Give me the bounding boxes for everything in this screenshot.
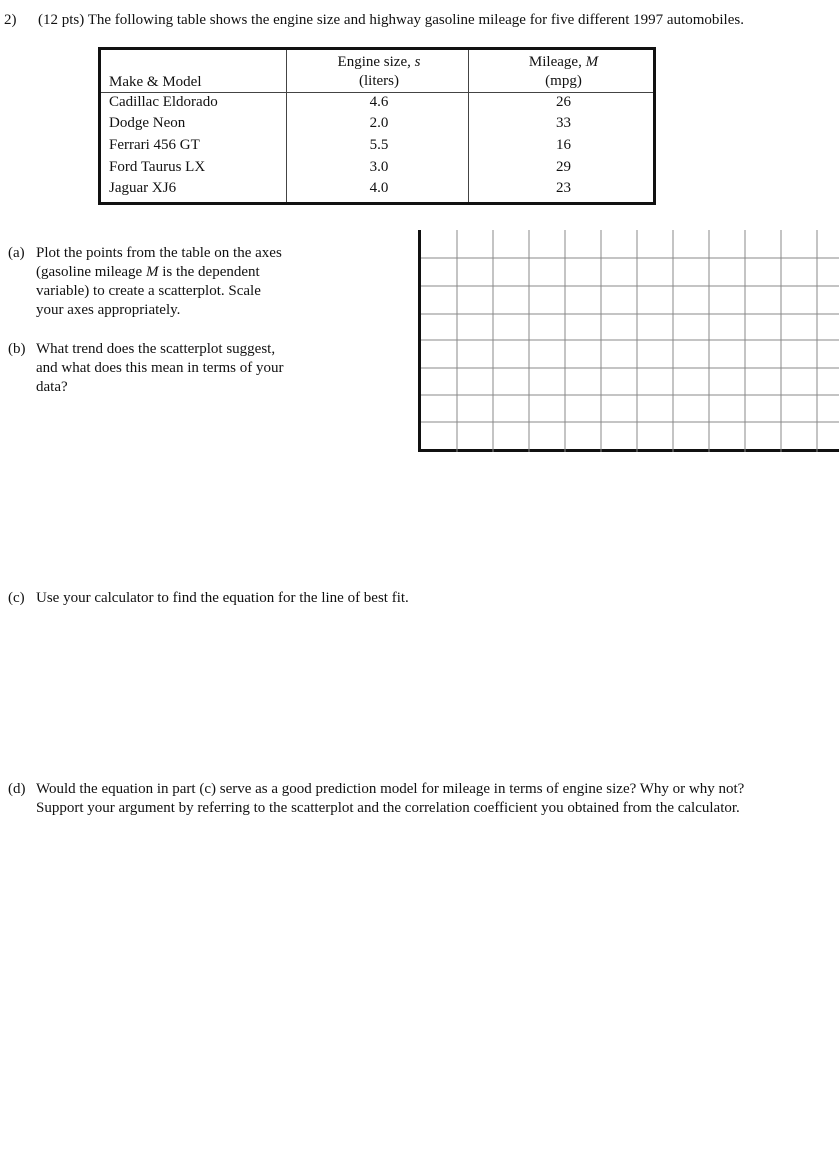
grid-lines [421, 230, 839, 452]
header-mileage-variable: M [585, 54, 599, 70]
part-d [8, 780, 838, 822]
part-a-label: (a) [8, 245, 25, 261]
part-b-text [36, 340, 283, 397]
part-c-text [36, 589, 409, 608]
row-engine: 4.6 [369, 94, 389, 110]
question-header [4, 12, 744, 29]
part-b-line: What trend does the scatterplot suggest, [36, 341, 276, 357]
part-d-line: Support your argument by referring to the scatterplot and the correlation coefficient you obtained from the calculator. [36, 800, 740, 816]
row-mileage: 33 [556, 115, 571, 131]
row-mileage: 29 [556, 159, 571, 175]
part-a-line: your axes appropriately. [36, 302, 181, 318]
header-engine-unit: (liters) [359, 73, 399, 89]
header-engine-variable: s [414, 54, 421, 70]
part-b [8, 340, 408, 400]
part-d-text [36, 780, 744, 818]
row-engine: 4.0 [369, 180, 389, 196]
data-table [98, 47, 656, 205]
row-make: Cadillac Eldorado [109, 94, 218, 110]
row-make: Jaguar XJ6 [109, 180, 177, 196]
graph-grid [418, 230, 839, 452]
header-mileage-text: Mileage, [528, 54, 586, 70]
row-make: Ferrari 456 GT [109, 137, 200, 153]
row-engine: 2.0 [369, 115, 389, 131]
part-b-line: data? [36, 379, 68, 395]
part-c-label: (c) [8, 590, 25, 606]
part-a-line: Plot the points from the table on the axes [36, 245, 282, 261]
part-b-label: (b) [8, 341, 26, 357]
row-mileage: 23 [556, 180, 571, 196]
header-engine-text: Engine size, [337, 54, 415, 70]
part-c-line: Use your calculator to find the equation for the line of best fit. [36, 590, 409, 606]
header-engine-size [289, 52, 469, 72]
header-make-model: Make & Model [109, 74, 202, 90]
part-a-text [36, 244, 282, 320]
part-a [8, 244, 408, 324]
row-mileage: 16 [556, 137, 571, 153]
part-d-label: (d) [8, 781, 26, 797]
row-engine: 3.0 [369, 159, 389, 175]
column-divider [286, 50, 287, 202]
part-d-line: Would the equation in part (c) serve as a good prediction model for mileage in terms of engine size? Why or why not? [36, 781, 745, 797]
row-engine: 5.5 [369, 137, 389, 153]
row-mileage: 26 [556, 94, 571, 110]
part-b-line: and what does this mean in terms of your [36, 360, 284, 376]
row-make: Ford Taurus LX [109, 159, 206, 175]
question-number: 2) [4, 12, 17, 28]
header-mileage [471, 52, 656, 72]
part-c [8, 589, 828, 611]
part-a-line: variable) to create a scatterplot. Scale [36, 283, 261, 299]
part-a-line: (gasoline mileage M is the dependent [36, 264, 260, 280]
header-mileage-unit: (mpg) [545, 73, 582, 89]
question-text: (12 pts) The following table shows the engine size and highway gasoline mileage for five different 1997 automobiles. [38, 12, 744, 28]
row-make: Dodge Neon [109, 115, 186, 131]
